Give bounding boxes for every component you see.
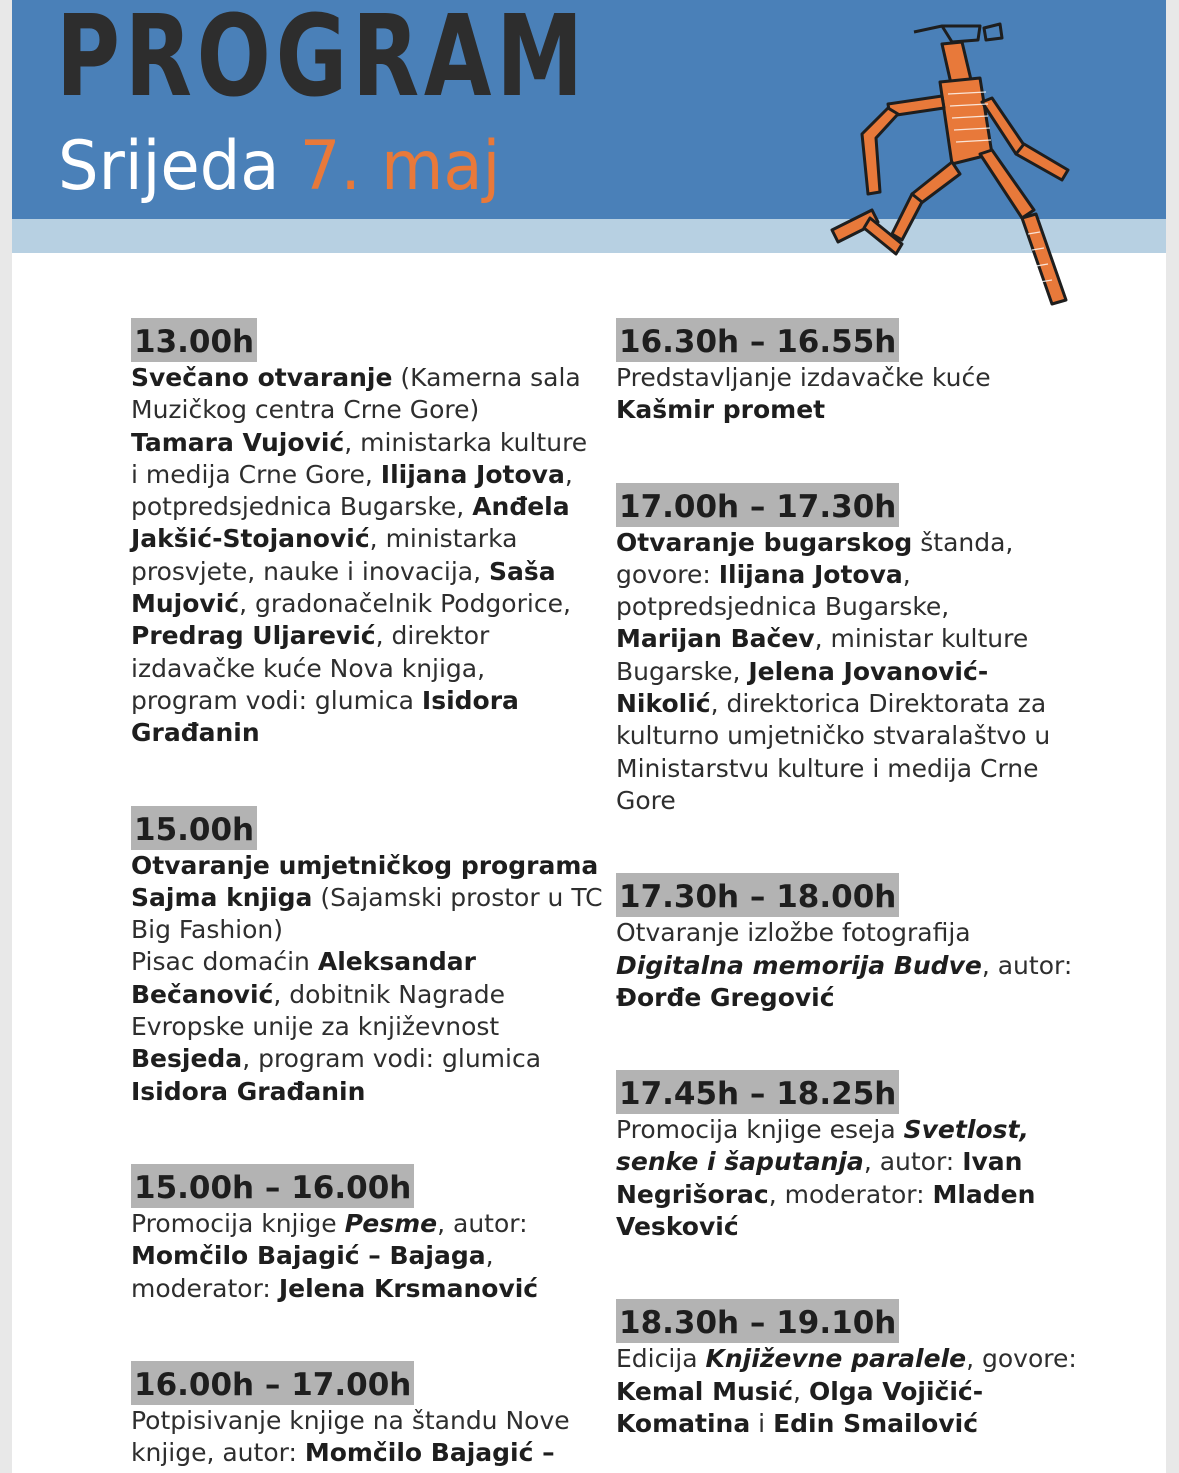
text: , autor:: [437, 1208, 528, 1238]
text: prosvjete, nauke i inovacija,: [131, 556, 489, 586]
text: Evropske unije za književnost: [131, 1012, 500, 1042]
page-title: PROGRAM: [56, 0, 588, 122]
description-line: [616, 1376, 1076, 1408]
text: Pisac domaćin: [131, 947, 318, 977]
text: ,: [793, 1376, 809, 1406]
program-entry: [616, 873, 1076, 1014]
bold-text: Jakšić-Stojanović: [131, 524, 370, 554]
description-line: [131, 979, 591, 1011]
description-line: [616, 1408, 1076, 1440]
left-column: [131, 318, 603, 1469]
description-line: [616, 623, 1076, 655]
text: program vodi: glumica: [131, 685, 422, 715]
text: Bugarske,: [616, 656, 749, 686]
description-line: [616, 656, 1076, 688]
description-line: [131, 491, 591, 523]
text: ,: [902, 559, 911, 589]
program-entry: [131, 1164, 591, 1305]
description-line: [131, 362, 591, 394]
entry-description: [616, 527, 1076, 818]
description-line: [131, 523, 591, 555]
description-line: [616, 1211, 1076, 1243]
bold-text: Saša: [488, 556, 556, 586]
text: , direktor: [375, 621, 490, 651]
bold-text: Anđela: [472, 492, 570, 522]
bold-text: Momčilo Bajagić –: [304, 1438, 555, 1468]
description-line: [616, 753, 1076, 785]
bold-text: Mladen: [932, 1179, 1036, 1209]
bold-text: Sajma knjiga: [131, 882, 313, 912]
text: , gradonačelnik Podgorice,: [239, 589, 571, 619]
bold-text: Građanin: [131, 718, 260, 748]
text: Edicija: [616, 1344, 706, 1374]
bold-text: senke i šaputanja: [616, 1147, 864, 1177]
bold-text: Jelena Jovanović-: [748, 656, 989, 686]
entry-description: [616, 1343, 1076, 1440]
right-column: [616, 318, 1076, 1440]
description-line: [131, 1208, 591, 1240]
entry-gap: [616, 1014, 1076, 1070]
text: , autor:: [863, 1147, 963, 1177]
time-label: 17.45h – 18.25h: [616, 1070, 899, 1114]
text: , govore:: [966, 1344, 1077, 1374]
bold-text: Edin Smailović: [773, 1408, 979, 1438]
text: Big Fashion): [131, 915, 284, 945]
entry-gap: [131, 1108, 591, 1164]
bold-text: Ivan: [962, 1147, 1023, 1177]
text: Muzičkog centra Crne Gore): [131, 395, 480, 425]
time-label: 17.00h – 17.30h: [616, 483, 899, 527]
text: , ministarka kulture: [344, 427, 588, 457]
bold-text: Bečanović: [131, 979, 274, 1009]
description-line: [616, 1343, 1076, 1375]
text: štanda,: [912, 527, 1014, 557]
entry-description: [131, 362, 591, 750]
text: , ministar kulture: [814, 624, 1029, 654]
description-line: [131, 588, 591, 620]
bold-text: Svečano otvaranje: [131, 363, 393, 392]
text: knjige, autor:: [131, 1438, 305, 1468]
text: , moderator:: [768, 1179, 933, 1209]
text: potpredsjednica Bugarske,: [616, 592, 950, 622]
program-entry: [616, 318, 1076, 427]
bold-text: Vesković: [616, 1212, 739, 1242]
description-line: [616, 394, 1076, 426]
date-subtitle: [58, 127, 501, 206]
text: ,: [485, 1241, 494, 1271]
text: potpredsjednica Bugarske,: [131, 492, 473, 522]
description-line: [131, 850, 599, 882]
running-figure-logo: [802, 4, 1122, 324]
entry-gap: [616, 1243, 1076, 1299]
description-line: [616, 950, 1076, 982]
bold-text: Digitalna memorija Budve: [616, 950, 982, 980]
bold-text: Komatina: [616, 1408, 751, 1438]
text: Predstavljanje izdavačke kuće: [616, 363, 991, 392]
description-line: [616, 591, 1076, 623]
bold-text: Negrišorac: [616, 1179, 769, 1209]
entry-gap: [616, 817, 1076, 873]
program-entry: [131, 1361, 591, 1470]
bold-text: Svetlost,: [903, 1115, 1029, 1145]
bold-text: Ilijana Jotova: [718, 559, 903, 589]
entry-gap: [131, 750, 591, 806]
description-line: [131, 653, 591, 685]
program-entry: [616, 483, 1076, 818]
text: , dobitnik Nagrade: [273, 979, 505, 1009]
program-entry: [616, 1299, 1076, 1440]
description-line: [616, 982, 1076, 1014]
bold-text: Ilijana Jotova: [380, 459, 565, 489]
bold-text: Književne paralele: [705, 1344, 967, 1374]
description-line: [616, 785, 1076, 817]
bold-text: Tamara Vujović: [131, 427, 345, 457]
entry-description: [131, 1405, 591, 1470]
description-line: [131, 427, 591, 459]
time-label: 18.30h – 19.10h: [616, 1299, 899, 1343]
bold-text: Isidora: [421, 685, 519, 715]
text: , ministarka: [369, 524, 518, 554]
program-entry: [616, 1070, 1076, 1243]
program-page: [12, 0, 1166, 1473]
text: , direktorica Direktorata za: [710, 689, 1047, 719]
text: Potpisivanje knjige na štandu Nove: [131, 1405, 570, 1435]
text: Ministarstvu kulture i medija Crne: [616, 753, 1039, 783]
bold-text: Olga Vojičić-: [808, 1376, 984, 1406]
description-line: [131, 717, 591, 749]
text: ,: [564, 459, 573, 489]
description-line: [131, 882, 603, 914]
bold-text: Besjeda: [131, 1044, 243, 1074]
description-line: [616, 1114, 1076, 1146]
entry-description: [131, 850, 603, 1108]
description-line: [616, 527, 1076, 559]
text: , autor:: [981, 950, 1073, 980]
day-label: Srijeda: [58, 127, 280, 206]
time-label: 13.00h: [131, 318, 257, 362]
time-label: 16.30h – 16.55h: [616, 318, 899, 362]
bold-text: Kašmir promet: [616, 395, 826, 425]
bold-text: Isidora Građanin: [131, 1076, 366, 1106]
bold-text: Otvaranje umjetničkog programa: [131, 850, 599, 880]
program-entry: [131, 318, 591, 750]
text: Gore: [616, 785, 676, 815]
text: , program vodi: glumica: [242, 1044, 542, 1074]
time-label: 15.00h – 16.00h: [131, 1164, 414, 1208]
description-line: [131, 1405, 591, 1437]
text: i medija Crne Gore,: [131, 459, 381, 489]
program-entry: [131, 806, 603, 1108]
description-line: [616, 1179, 1076, 1211]
description-line: [131, 394, 591, 426]
description-line: [616, 688, 1076, 720]
text: govore:: [616, 559, 719, 589]
text: moderator:: [131, 1273, 279, 1303]
time-label: 15.00h: [131, 806, 257, 850]
bold-text: Đorđe Gregović: [616, 982, 835, 1012]
description-line: [131, 620, 591, 652]
entry-description: [131, 1208, 591, 1305]
bold-text: Predrag Uljarević: [131, 621, 376, 651]
text: izdavačke kuće Nova knjiga,: [131, 653, 486, 683]
description-line: [131, 556, 591, 588]
bold-text: Nikolić: [616, 689, 711, 719]
description-line: [616, 720, 1076, 752]
text: Otvaranje izložbe fotografija: [616, 918, 971, 948]
description-line: [131, 1011, 591, 1043]
description-line: [616, 917, 1076, 949]
text: Promocija knjige eseja: [616, 1115, 904, 1145]
description-line: [131, 946, 591, 978]
text: kulturno umjetničko stvaralaštvo u: [616, 721, 1051, 751]
description-line: [616, 362, 1076, 394]
text: (Sajamski prostor u TC: [312, 882, 603, 912]
time-label: 17.30h – 18.00h: [616, 873, 899, 917]
bold-text: Otvaranje bugarskog: [616, 527, 913, 557]
entry-description: [616, 362, 1076, 427]
description-line: [131, 1437, 591, 1469]
description-line: [616, 1146, 1076, 1178]
entry-description: [616, 917, 1076, 1014]
description-line: [131, 459, 591, 491]
bold-text: Momčilo Bajagić – Bajaga: [131, 1241, 486, 1271]
description-line: [131, 685, 591, 717]
bold-text: Aleksandar: [317, 947, 476, 977]
time-label: 16.00h – 17.00h: [131, 1361, 414, 1405]
bold-text: Pesme: [344, 1208, 438, 1238]
entry-gap: [131, 1305, 591, 1361]
entry-gap: [616, 427, 1076, 483]
description-line: [131, 1240, 591, 1272]
description-line: [131, 1273, 591, 1305]
description-line: [616, 559, 1076, 591]
bold-text: Jelena Krsmanović: [278, 1273, 539, 1303]
text: Promocija knjige: [131, 1208, 345, 1238]
date-label: 7. maj: [299, 127, 501, 206]
description-line: [131, 1076, 591, 1108]
bold-text: Mujović: [131, 589, 240, 619]
text: i: [750, 1408, 774, 1438]
entry-description: [616, 1114, 1076, 1243]
bold-text: Marijan Bačev: [616, 624, 815, 654]
text: (Kamerna sala: [392, 363, 581, 392]
description-line: [131, 914, 591, 946]
bold-text: Kemal Musić: [616, 1376, 794, 1406]
description-line: [131, 1043, 591, 1075]
